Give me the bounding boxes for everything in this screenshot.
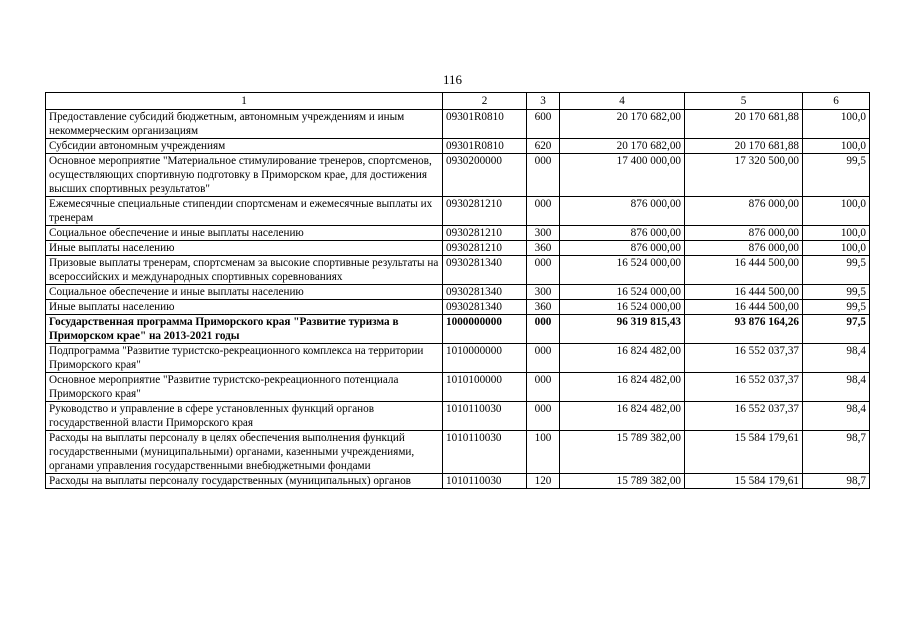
row-program-code-cell: 1010110030 xyxy=(443,402,527,431)
row-name-cell: Расходы на выплаты персоналу государственных (муниципальных) органов xyxy=(46,474,443,489)
budget-table xyxy=(45,92,870,489)
row-actual-amount-cell: 16 552 037,37 xyxy=(685,344,803,373)
table-row xyxy=(46,344,870,373)
row-planned-amount-cell: 15 789 382,00 xyxy=(560,431,685,474)
row-planned-amount-cell: 16 524 000,00 xyxy=(560,300,685,315)
row-actual-amount-cell: 16 444 500,00 xyxy=(685,256,803,285)
row-percent-cell: 98,4 xyxy=(803,402,870,431)
row-planned-amount-cell: 17 400 000,00 xyxy=(560,154,685,197)
row-actual-amount-cell: 16 444 500,00 xyxy=(685,285,803,300)
row-expense-type-cell: 000 xyxy=(527,402,560,431)
row-name-cell: Социальное обеспечение и иные выплаты населению xyxy=(46,285,443,300)
row-program-code-cell: 0930281210 xyxy=(443,226,527,241)
row-expense-type-cell: 100 xyxy=(527,431,560,474)
row-actual-amount-cell: 16 444 500,00 xyxy=(685,300,803,315)
column-header-1: 1 xyxy=(46,93,443,110)
column-header-3: 3 xyxy=(527,93,560,110)
row-percent-cell: 97,5 xyxy=(803,315,870,344)
row-percent-cell: 98,4 xyxy=(803,344,870,373)
table-row xyxy=(46,402,870,431)
row-name-cell: Расходы на выплаты персоналу в целях обеспечения выполнения функций государственными (муниципальными) органами, казенными учреждениями, органами управления государственными внебюджетными фондами xyxy=(46,431,443,474)
row-expense-type-cell: 300 xyxy=(527,285,560,300)
row-name-cell: Иные выплаты населению xyxy=(46,300,443,315)
row-actual-amount-cell: 20 170 681,88 xyxy=(685,139,803,154)
row-actual-amount-cell: 93 876 164,26 xyxy=(685,315,803,344)
row-program-code-cell: 0930281340 xyxy=(443,285,527,300)
row-planned-amount-cell: 16 524 000,00 xyxy=(560,285,685,300)
table-row xyxy=(46,373,870,402)
row-percent-cell: 99,5 xyxy=(803,300,870,315)
row-percent-cell: 98,7 xyxy=(803,431,870,474)
row-actual-amount-cell: 16 552 037,37 xyxy=(685,373,803,402)
row-planned-amount-cell: 876 000,00 xyxy=(560,226,685,241)
row-percent-cell: 99,5 xyxy=(803,154,870,197)
row-expense-type-cell: 360 xyxy=(527,300,560,315)
row-expense-type-cell: 000 xyxy=(527,344,560,373)
table-row xyxy=(46,315,870,344)
row-name-cell: Подпрограмма "Развитие туристско-рекреационного комплекса на территории Приморского края" xyxy=(46,344,443,373)
row-expense-type-cell: 000 xyxy=(527,154,560,197)
row-actual-amount-cell: 15 584 179,61 xyxy=(685,431,803,474)
row-percent-cell: 98,7 xyxy=(803,474,870,489)
row-planned-amount-cell: 20 170 682,00 xyxy=(560,110,685,139)
table-row xyxy=(46,154,870,197)
row-name-cell: Субсидии автономным учреждениям xyxy=(46,139,443,154)
row-planned-amount-cell: 16 824 482,00 xyxy=(560,344,685,373)
row-actual-amount-cell: 15 584 179,61 xyxy=(685,474,803,489)
table-body xyxy=(46,110,870,489)
row-name-cell: Основное мероприятие "Материальное стимулирование тренеров, спортсменов, осуществляющих спортивную подготовку в Приморском крае, для достижения высших спортивных результатов" xyxy=(46,154,443,197)
table-row xyxy=(46,431,870,474)
row-name-cell: Предоставление субсидий бюджетным, автономным учреждениям и иным некоммерческим организациям xyxy=(46,110,443,139)
row-planned-amount-cell: 876 000,00 xyxy=(560,241,685,256)
row-actual-amount-cell: 876 000,00 xyxy=(685,197,803,226)
table-row xyxy=(46,110,870,139)
row-name-cell: Государственная программа Приморского края "Развитие туризма в Приморском крае" на 2013-2021 годы xyxy=(46,315,443,344)
row-expense-type-cell: 000 xyxy=(527,373,560,402)
row-name-cell: Руководство и управление в сфере установленных функций органов государственной власти Приморского края xyxy=(46,402,443,431)
row-name-cell: Социальное обеспечение и иные выплаты населению xyxy=(46,226,443,241)
row-planned-amount-cell: 16 524 000,00 xyxy=(560,256,685,285)
row-planned-amount-cell: 96 319 815,43 xyxy=(560,315,685,344)
row-planned-amount-cell: 15 789 382,00 xyxy=(560,474,685,489)
table-header-row xyxy=(46,93,870,110)
table-row xyxy=(46,226,870,241)
row-program-code-cell: 1000000000 xyxy=(443,315,527,344)
row-program-code-cell: 1010110030 xyxy=(443,431,527,474)
row-program-code-cell: 0930281210 xyxy=(443,241,527,256)
row-program-code-cell: 1010100000 xyxy=(443,373,527,402)
row-program-code-cell: 09301R0810 xyxy=(443,139,527,154)
row-percent-cell: 100,0 xyxy=(803,110,870,139)
row-percent-cell: 100,0 xyxy=(803,226,870,241)
row-program-code-cell: 0930281210 xyxy=(443,197,527,226)
column-header-6: 6 xyxy=(803,93,870,110)
row-name-cell: Призовые выплаты тренерам, спортсменам за высокие спортивные результаты на всероссийских и международных спортивных соревнованиях xyxy=(46,256,443,285)
table-row xyxy=(46,285,870,300)
row-actual-amount-cell: 876 000,00 xyxy=(685,241,803,256)
row-planned-amount-cell: 16 824 482,00 xyxy=(560,373,685,402)
row-expense-type-cell: 000 xyxy=(527,197,560,226)
row-percent-cell: 100,0 xyxy=(803,139,870,154)
row-expense-type-cell: 600 xyxy=(527,110,560,139)
row-program-code-cell: 0930281340 xyxy=(443,300,527,315)
column-header-2: 2 xyxy=(443,93,527,110)
table-row xyxy=(46,474,870,489)
table-row xyxy=(46,197,870,226)
row-name-cell: Основное мероприятие "Развитие туристско-рекреационного потенциала Приморского края" xyxy=(46,373,443,402)
row-name-cell: Ежемесячные специальные стипендии спортсменам и ежемесячные выплаты их тренерам xyxy=(46,197,443,226)
row-actual-amount-cell: 876 000,00 xyxy=(685,226,803,241)
row-expense-type-cell: 120 xyxy=(527,474,560,489)
row-percent-cell: 100,0 xyxy=(803,197,870,226)
row-program-code-cell: 1010000000 xyxy=(443,344,527,373)
row-planned-amount-cell: 20 170 682,00 xyxy=(560,139,685,154)
table-row xyxy=(46,300,870,315)
row-percent-cell: 99,5 xyxy=(803,256,870,285)
row-planned-amount-cell: 16 824 482,00 xyxy=(560,402,685,431)
table-row xyxy=(46,256,870,285)
row-percent-cell: 100,0 xyxy=(803,241,870,256)
row-actual-amount-cell: 17 320 500,00 xyxy=(685,154,803,197)
row-expense-type-cell: 300 xyxy=(527,226,560,241)
row-program-code-cell: 09301R0810 xyxy=(443,110,527,139)
row-expense-type-cell: 620 xyxy=(527,139,560,154)
row-expense-type-cell: 000 xyxy=(527,315,560,344)
row-program-code-cell: 1010110030 xyxy=(443,474,527,489)
row-planned-amount-cell: 876 000,00 xyxy=(560,197,685,226)
row-actual-amount-cell: 20 170 681,88 xyxy=(685,110,803,139)
row-percent-cell: 99,5 xyxy=(803,285,870,300)
row-expense-type-cell: 360 xyxy=(527,241,560,256)
row-percent-cell: 98,4 xyxy=(803,373,870,402)
row-program-code-cell: 0930200000 xyxy=(443,154,527,197)
column-header-5: 5 xyxy=(685,93,803,110)
row-program-code-cell: 0930281340 xyxy=(443,256,527,285)
page-number: 116 xyxy=(442,72,463,87)
row-expense-type-cell: 000 xyxy=(527,256,560,285)
column-header-4: 4 xyxy=(560,93,685,110)
table-row xyxy=(46,241,870,256)
row-actual-amount-cell: 16 552 037,37 xyxy=(685,402,803,431)
table-row xyxy=(46,139,870,154)
row-name-cell: Иные выплаты населению xyxy=(46,241,443,256)
